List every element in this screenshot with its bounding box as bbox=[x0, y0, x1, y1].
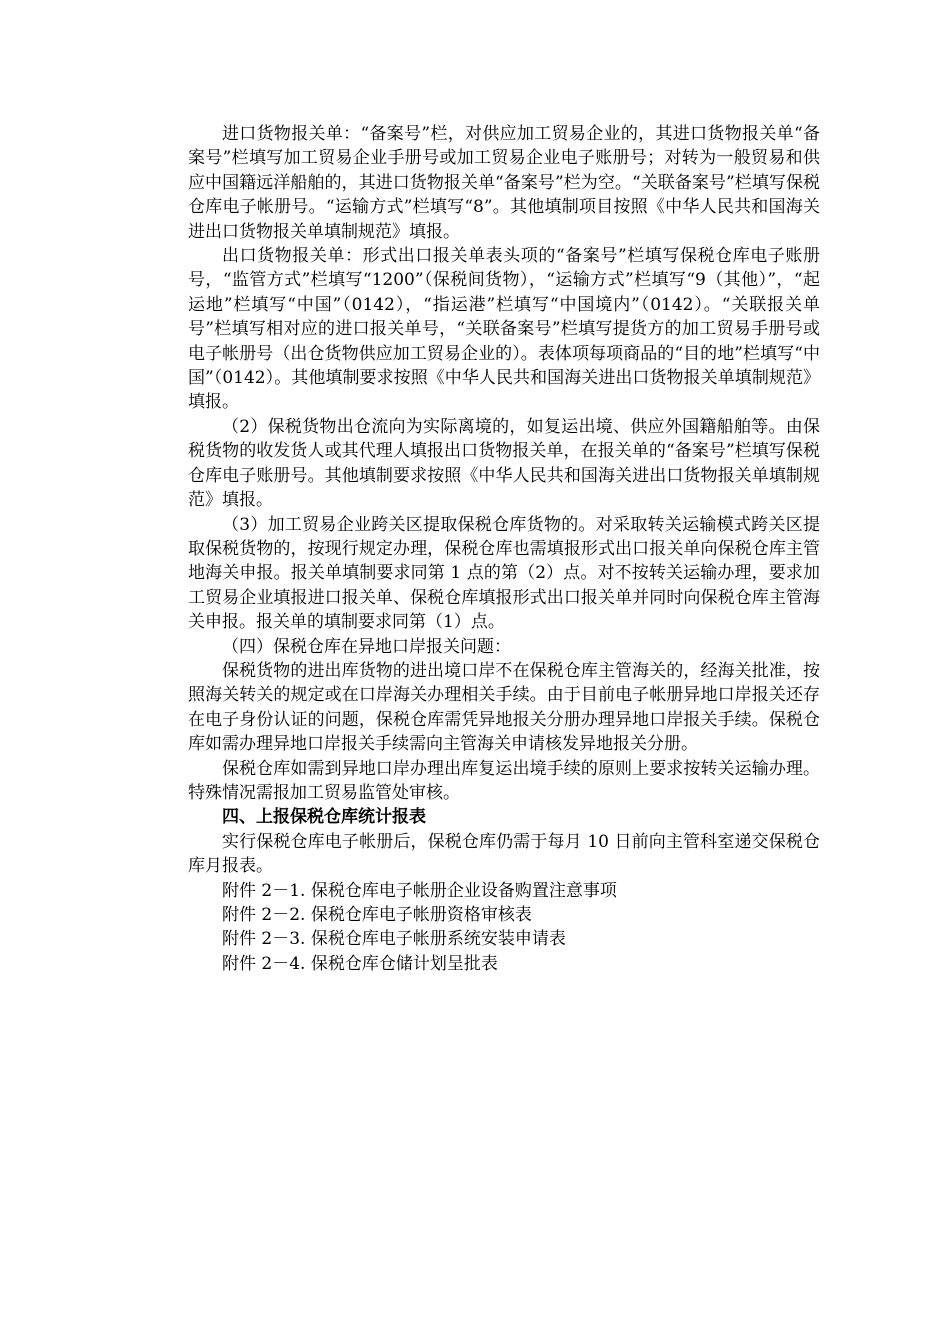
paragraph-remote-port: 保税货物的进出库货物的进出境口岸不在保税仓库主管海关的，经海关批准，按照海关转关的规定或在口岸海关办理相关手续。由于目前电子帐册异地口岸报关还存在电子身份认证的问题，保税仓库需凭异地报关分册办理异地口岸报关手续。保税仓库如需办理异地口岸报关手续需向主管海关申请核发异地报关分册。 bbox=[188, 660, 820, 755]
document-body bbox=[188, 122, 820, 976]
paragraph-actual-departure: （2）保税货物出仓流向为实际离境的，如复运出境、供应外国籍船舶等。由保税货物的收发货人或其代理人填报出口货物报关单，在报关单的“备案号”栏填写保税仓库电子账册号。其他填制要求按照《中华人民共和国海关进出口货物报关单填制规范》填报。 bbox=[188, 416, 820, 511]
attachment-item: 附件 2－3. 保税仓库电子帐册系统安装申请表 bbox=[222, 929, 566, 950]
paragraph-monthly-report: 实行保税仓库电子帐册后，保税仓库仍需于每月 10 日前向主管科室递交保税仓库月报表。 bbox=[188, 831, 820, 877]
attachment-item: 附件 2－4. 保税仓库仓储计划呈批表 bbox=[222, 953, 498, 974]
section-heading: 四、上报保税仓库统计报表 bbox=[222, 807, 426, 828]
paragraph-cross-customs: （3）加工贸易企业跨关区提取保税仓库货物的。对采取转关运输模式跨关区提取保税货物的，按现行规定办理，保税仓库也需填报形式出口报关单向保税仓库主管地海关申报。报关单填制要求同第 1 点的第（2）点。对不按转关运输办理，要求加工贸易企业填报进口报关单、保税仓库填报形式出口报关单并同时向保税仓库主管海关申报。报关单的填制要求同第（1）点。 bbox=[188, 514, 820, 633]
attachment-item: 附件 2－2. 保税仓库电子帐册资格审核表 bbox=[222, 905, 532, 925]
paragraph-import-declaration: 进口货物报关单：“备案号”栏，对供应加工贸易企业的，其进口货物报关单“备案号”栏填写加工贸易企业手册号或加工贸易企业电子账册号；对转为一般贸易和供应中国籍远洋船舶的，其进口货物报关单“备案号”栏为空。“关联备案号”栏填写保税仓库电子帐册号。“运输方式”栏填写“8”。其他填制项目按照《中华人民共和国海关进出口货物报关单填制规范》填报。 bbox=[188, 124, 820, 242]
paragraph-export-declaration: 出口货物报关单：形式出口报关单表头项的“备案号”栏填写保税仓库电子账册号，“监管方式”栏填写“1200”（保税间货物），“运输方式”栏填写“9（其他）”，“起运地”栏填写“中国”（0142），“指运港”栏填写“中国境内”（0142）。“关联报关单号”栏填写相对应的进口报关单号，“关联备案号”栏填写提货方的加工贸易手册号或电子帐册号（出仓货物供应加工贸易企业的）。表体项每项商品的“目的地”栏填写“中国”（0142）。其他填制要求按照《中华人民共和国海关进出口货物报关单填制规范》填报。 bbox=[188, 246, 820, 413]
paragraph-section-four-subtitle: （四）保税仓库在异地口岸报关问题： bbox=[222, 636, 511, 657]
paragraph-reexport: 保税仓库如需到异地口岸办理出库复运出境手续的原则上要求按转关运输办理。特殊情况需报加工贸易监管处审核。 bbox=[188, 758, 820, 803]
attachment-item: 附件 2－1. 保税仓库电子帐册企业设备购置注意事项 bbox=[222, 880, 617, 901]
